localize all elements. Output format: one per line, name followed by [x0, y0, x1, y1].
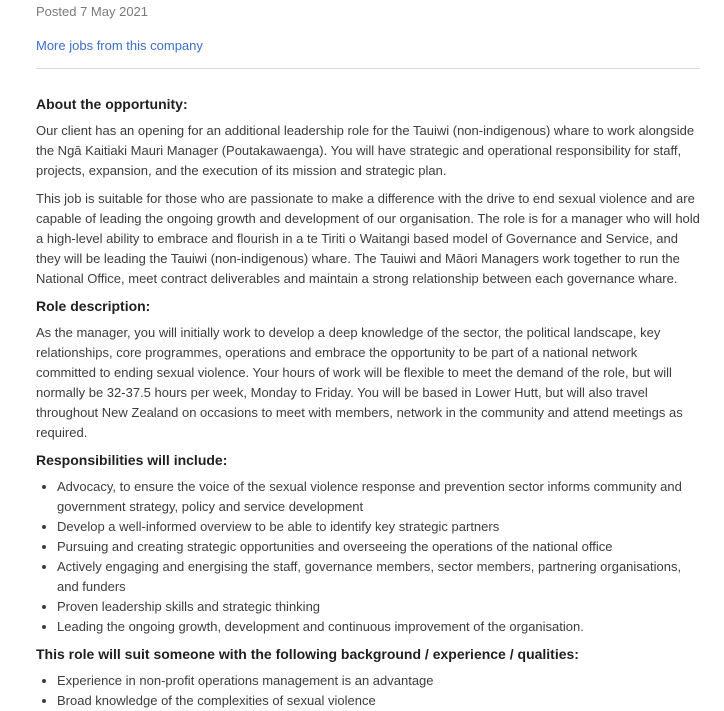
list-item: • Actively engaging and energising the staff, governance members, sector members, partnering organisations, and funders	[57, 557, 700, 597]
section-heading-responsibilities: Responsibilities will include:	[36, 452, 228, 468]
list-item: • Advocacy, to ensure the voice of the sexual violence response and prevention sector informs community and government strategy, policy and service development	[57, 477, 700, 517]
section-heading-about: About the opportunity:	[36, 96, 188, 112]
candidate-profile-list	[36, 671, 700, 711]
list-item: • Develop a well-informed overview to be able to identify key strategic partners	[57, 517, 700, 537]
list-item: • Pursuing and creating strategic opportunities and overseeing the operations of the national office	[57, 537, 700, 557]
section-heading-candidate-profile: This role will suit someone with the following background / experience / qualities:	[36, 646, 579, 662]
list-item: • Proven leadership skills and strategic thinking	[57, 597, 700, 617]
list-item: • Leading the ongoing growth, development and continuous improvement of the organisation.	[57, 617, 700, 637]
more-jobs-link[interactable]: More jobs from this company	[36, 38, 203, 53]
job-posting-content	[36, 2, 700, 711]
about-paragraph-1: Our client has an opening for an additional leadership role for the Tauiwi (non-indigenous) whare to work alongside the Ngā Kaitiaki Mauri Manager (Poutakawaenga). You will have strategic and operational responsibility for staff, projects, expansion, and the execution of its mission and strategic plan.	[36, 123, 695, 178]
list-item: • Broad knowledge of the complexities of sexual violence	[57, 691, 700, 711]
responsibilities-list	[36, 477, 700, 637]
divider	[36, 68, 700, 69]
section-candidate-profile	[36, 646, 700, 711]
section-role-description	[36, 298, 700, 443]
posted-date: Posted 7 May 2021	[36, 4, 149, 19]
section-heading-role-description: Role description:	[36, 298, 151, 314]
section-responsibilities	[36, 452, 700, 637]
about-paragraph-2: This job is suitable for those who are passionate to make a difference with the drive to end sexual violence and are capable of leading the ongoing growth and development of our organisation. The role is for a manager who will hold a high-level ability to embrace and flourish in a te Tiriti o Waitangi based model of Governance and Service, and they will be leading the Tauiwi (non-indigenous) whare. The Tauiwi and Māori Managers work together to run the National Office, meet contract deliverables and maintain a strong relationship between each governance whare.	[36, 191, 700, 286]
list-item: • Experience in non-profit operations management is an advantage	[57, 671, 700, 691]
section-about	[36, 96, 700, 289]
role-description-paragraph: As the manager, you will initially work to develop a deep knowledge of the sector, the political landscape, key relationships, core programmes, operations and embrace the opportunity to be part of a national network committed to ending sexual violence. Your hours of work will be flexible to meet the demand of the role, but will normally be 32-37.5 hours per week, Monday to Friday. You will be based in Lower Hutt, but will also travel throughout New Zealand on occasions to meet with members, network in the community and attend meetings as required.	[36, 325, 683, 440]
